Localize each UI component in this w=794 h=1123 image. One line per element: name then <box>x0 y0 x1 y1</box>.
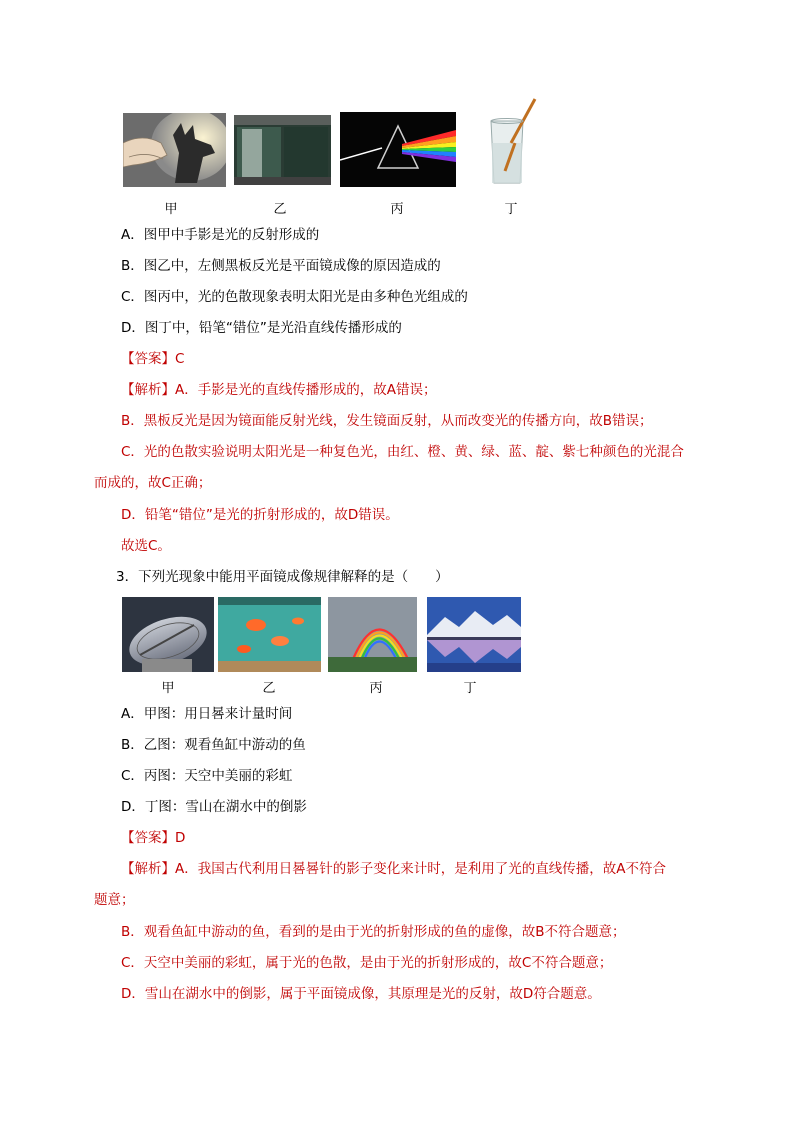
figure-ding-pencil-in-glass <box>485 97 539 188</box>
figure-jia-hand-shadow <box>123 113 226 187</box>
answer-label: 【答案】 <box>121 830 175 846</box>
option-d: D．丁图：雪山在湖水中的倒影 <box>121 799 307 815</box>
figure-ding-mountain-reflection <box>427 597 521 672</box>
option-c: C．图丙中，光的色散现象表明太阳光是由多种色光组成的 <box>121 289 468 305</box>
analysis-text: 题意； <box>94 892 135 908</box>
option-a: A．甲图：用日晷来计量时间 <box>121 706 293 722</box>
figure-caption: 乙 <box>262 681 276 696</box>
figure-yi-blackboard <box>234 115 331 185</box>
analysis-text: D．铅笔“错位”是光的折射形成的，故D错误。 <box>121 507 399 523</box>
analysis-text: C．天空中美丽的彩虹，属于光的色散，是由于光的折射形成的，故C不符合题意； <box>121 955 613 971</box>
analysis-text: A．我国古代利用日晷晷针的影子变化来计时，是利用了光的直线传播，故A不符合 <box>175 861 666 877</box>
analysis-text: A．手影是光的直线传播形成的，故A错误； <box>175 382 437 398</box>
answer-value: D <box>175 830 186 846</box>
figure-caption: 丁 <box>504 202 518 217</box>
conclusion: 故选C。 <box>121 538 171 554</box>
figure-caption: 乙 <box>273 202 287 217</box>
figure-bing-rainbow <box>328 597 417 672</box>
option-a: A．图甲中手影是光的反射形成的 <box>121 227 320 243</box>
answer-value: C <box>175 351 185 367</box>
analysis-text: 而成的，故C正确； <box>94 475 212 491</box>
analysis-line <box>121 859 666 879</box>
figure-jia-sundial <box>122 597 214 672</box>
analysis-text: B．黑板反光是因为镜面能反射光线，发生镜面反射，从而改变光的传播方向，故B错误； <box>121 413 653 429</box>
answer-line <box>121 828 185 848</box>
analysis-text: C．光的色散实验说明太阳光是一种复色光，由红、橙、黄、绿、蓝、靛、紫七种颜色的光混合 <box>121 444 684 460</box>
option-b: B．图乙中，左侧黑板反光是平面镜成像的原因造成的 <box>121 258 441 274</box>
answer-line <box>121 349 184 369</box>
analysis-label: 【解析】 <box>121 382 175 398</box>
answer-label: 【答案】 <box>121 351 175 367</box>
figure-yi-fish-tank <box>218 597 321 672</box>
analysis-text: D．雪山在湖水中的倒影，属于平面镜成像，其原理是光的反射，故D符合题意。 <box>121 986 601 1002</box>
analysis-text: B．观看鱼缸中游动的鱼，看到的是由于光的折射形成的鱼的虚像，故B不符合题意； <box>121 924 626 940</box>
figure-caption: 丁 <box>463 681 477 696</box>
option-b: B．乙图：观看鱼缸中游动的鱼 <box>121 737 306 753</box>
figure-caption: 甲 <box>161 681 175 696</box>
figure-caption: 丙 <box>369 681 383 696</box>
option-d: D．图丁中，铅笔“错位”是光沿直线传播形成的 <box>121 320 402 336</box>
question-3-text: 3．下列光现象中能用平面镜成像规律解释的是（ ） <box>116 569 449 585</box>
figure-caption: 甲 <box>164 202 178 217</box>
option-c: C．丙图：天空中美丽的彩虹 <box>121 768 293 784</box>
analysis-line <box>121 380 436 400</box>
analysis-label: 【解析】 <box>121 861 175 877</box>
figure-caption: 丙 <box>390 202 404 217</box>
figure-bing-prism <box>340 112 456 187</box>
